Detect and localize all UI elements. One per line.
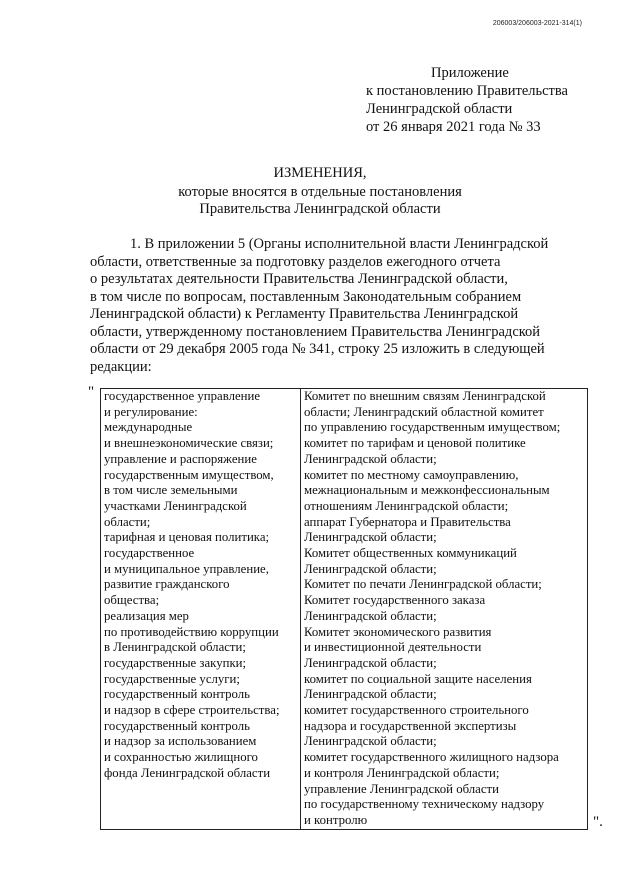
intro-line: редакции: bbox=[90, 358, 152, 375]
appendix-line: Ленинградской области bbox=[366, 101, 513, 117]
authority-line: отношениям Ленинградской области; bbox=[304, 498, 509, 513]
intro-line: области, утвержденному постановлением Правительства Ленинградской bbox=[90, 323, 541, 340]
area-line: управление и распоряжение bbox=[104, 451, 257, 466]
area-line: государственное управление bbox=[104, 389, 261, 403]
intro-line: о результатах деятельности Правительства Ленинградской области, bbox=[90, 271, 508, 287]
authority-line: комитет по местному самоуправлению, bbox=[304, 467, 519, 482]
area-line: государственным имуществом, bbox=[104, 467, 274, 482]
authority-line: Комитет экономического развития bbox=[304, 624, 492, 639]
authority-line: комитет по социальной защите населения bbox=[304, 671, 532, 686]
table-cell-authorities bbox=[301, 389, 588, 830]
area-line: и регулирование: bbox=[104, 404, 198, 419]
appendix-line: Приложение bbox=[431, 65, 509, 81]
area-line: и муниципальное управление, bbox=[104, 561, 269, 576]
opening-quote: " bbox=[88, 384, 95, 400]
intro-line: Ленинградской области) к Регламенту Правительства Ленинградской bbox=[90, 306, 519, 322]
authority-line: по управлению государственным имуществом; bbox=[304, 420, 561, 435]
authority-line: Ленинградской области; bbox=[304, 734, 437, 749]
changes-table bbox=[100, 388, 588, 830]
intro-line: 1. В приложении 5 (Органы исполнительной власти Ленинградской bbox=[130, 236, 549, 252]
authority-line: и контроля Ленинградской области; bbox=[304, 765, 500, 780]
table-row bbox=[101, 389, 588, 830]
title-subtitle-line: Правительства Ленинградской области bbox=[199, 201, 441, 217]
intro-line: области от 29 декабря 2005 года № 341, строку 25 изложить в следующей bbox=[90, 341, 545, 357]
area-line: в Ленинградской области; bbox=[104, 640, 246, 655]
area-line: государственные закупки; bbox=[104, 655, 247, 670]
authority-line: комитет государственного жилищного надзора bbox=[304, 750, 559, 765]
intro-line: области, ответственные за подготовку разделов ежегодного отчета bbox=[90, 253, 501, 270]
authority-line: по государственному техническому надзору bbox=[304, 797, 545, 812]
authority-line: Ленинградской области; bbox=[304, 608, 437, 623]
area-line: международные bbox=[104, 420, 193, 435]
authority-line: и контролю bbox=[304, 812, 368, 827]
authority-line: Ленинградской области; bbox=[304, 655, 437, 670]
area-line: фонда Ленинградской области bbox=[104, 765, 271, 780]
authority-line: комитет государственного строительного bbox=[304, 703, 529, 718]
authority-line: Ленинградской области; bbox=[304, 561, 437, 576]
authority-line: Комитет общественных коммуникаций bbox=[304, 546, 517, 561]
area-line: реализация мер bbox=[104, 608, 189, 623]
document-title bbox=[60, 165, 580, 218]
area-line: и внешнеэкономические связи; bbox=[104, 436, 274, 451]
authority-line: Ленинградской области; bbox=[304, 451, 437, 466]
area-line: области; bbox=[104, 514, 151, 529]
area-line: тарифная и ценовая политика; bbox=[104, 530, 270, 545]
area-line: государственные услуги; bbox=[104, 671, 240, 686]
title-subtitle-line: которые вносятся в отдельные постановления bbox=[178, 184, 462, 200]
document-number: 206003/206003-2021-314(1) bbox=[492, 20, 582, 27]
authority-line: области; Ленинградский областной комитет bbox=[304, 404, 544, 419]
area-line: развитие гражданского bbox=[104, 577, 230, 592]
authority-line: аппарат Губернатора и Правительства bbox=[304, 514, 511, 529]
authority-line: управление Ленинградской области bbox=[304, 781, 499, 796]
area-line: по противодействию коррупции bbox=[104, 624, 279, 639]
area-line: в том числе земельными bbox=[104, 483, 238, 498]
authority-line: Комитет по печати Ленинградской области; bbox=[304, 577, 542, 592]
authority-line: комитет по тарифам и ценовой политике bbox=[304, 436, 526, 451]
authority-line: межнациональным и межконфессиональным bbox=[304, 483, 550, 498]
authority-line: Комитет государственного заказа bbox=[304, 593, 486, 608]
appendix-line: к постановлению Правительства bbox=[366, 83, 568, 99]
area-line: государственное bbox=[104, 546, 195, 561]
appendix-block bbox=[366, 64, 596, 136]
authority-line: Комитет по внешним связям Ленинградской bbox=[304, 389, 546, 403]
closing-quote: ". bbox=[593, 814, 603, 830]
authority-line: надзора и государственной экспертизы bbox=[304, 718, 517, 733]
area-line: государственный контроль bbox=[104, 687, 251, 702]
appendix-line: от 26 января 2021 года № 33 bbox=[366, 119, 541, 135]
area-line: государственный контроль bbox=[104, 718, 251, 733]
area-line: и надзор за использованием bbox=[104, 734, 257, 749]
intro-line: в том числе по вопросам, поставленным Законодательным собранием bbox=[90, 288, 522, 305]
authority-line: Ленинградской области; bbox=[304, 687, 437, 702]
area-line: участками Ленинградской bbox=[104, 498, 247, 513]
table-cell-areas bbox=[101, 389, 301, 830]
area-line: и сохранностью жилищного bbox=[104, 750, 258, 765]
authority-line: Ленинградской области; bbox=[304, 530, 437, 545]
intro-paragraph bbox=[90, 236, 584, 376]
area-line: общества; bbox=[104, 593, 160, 608]
title-heading: ИЗМЕНЕНИЯ, bbox=[273, 165, 367, 181]
area-line: и надзор в сфере строительства; bbox=[104, 703, 280, 718]
authority-line: и инвестиционной деятельности bbox=[304, 640, 482, 655]
